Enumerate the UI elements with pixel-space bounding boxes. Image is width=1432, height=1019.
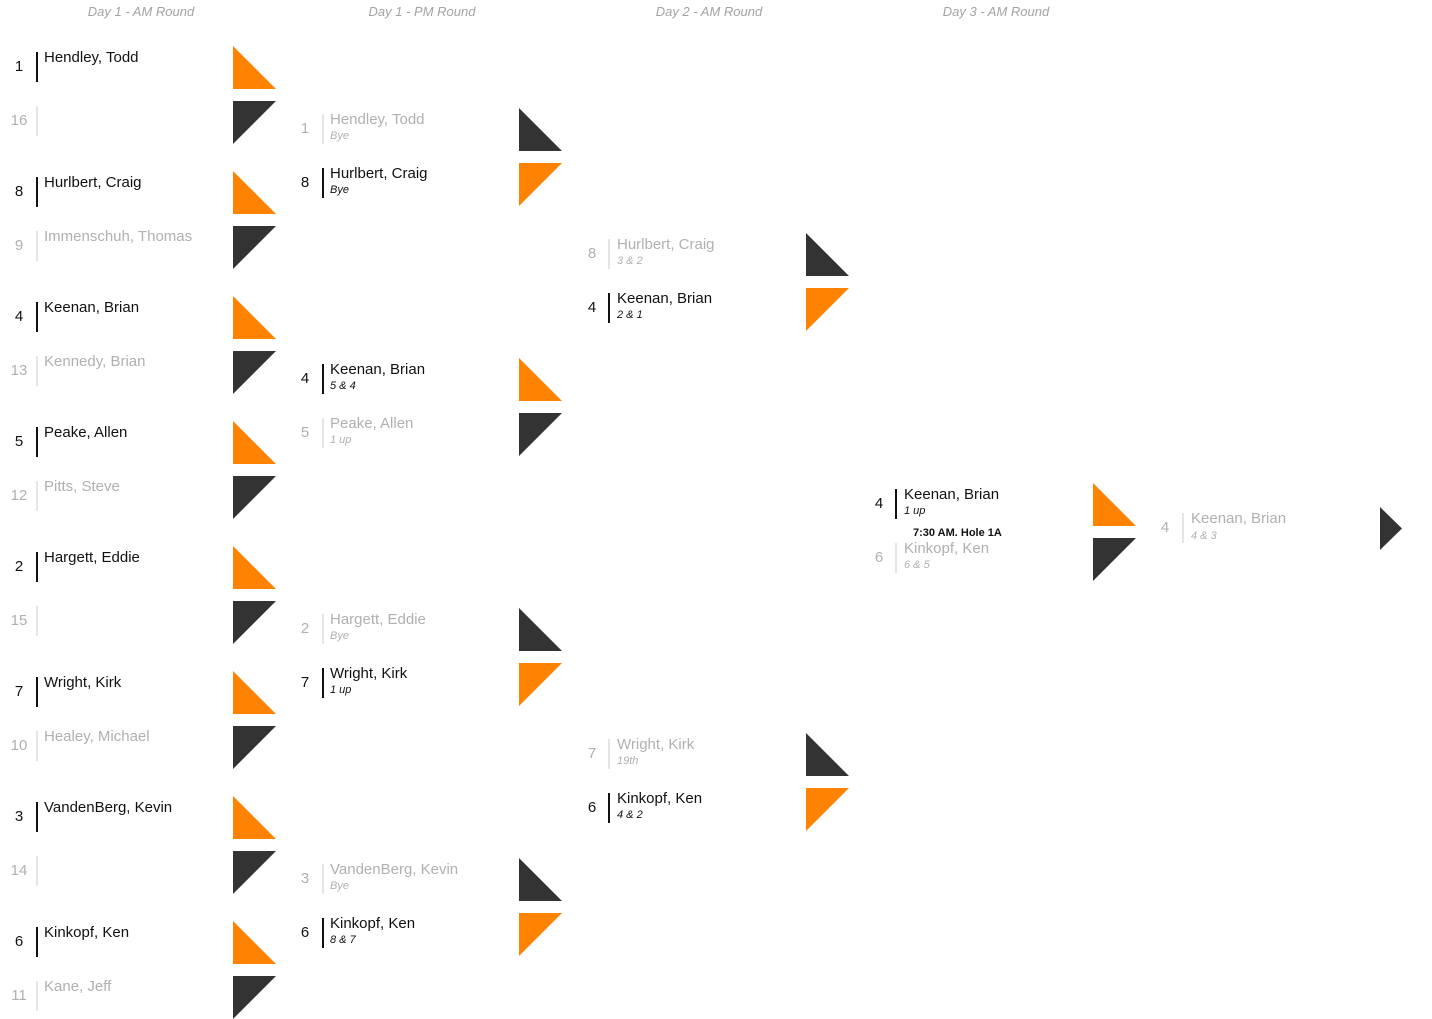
match-result: 1 up [904, 505, 926, 517]
divider-bar [36, 356, 38, 386]
seed-number: 4 [14, 308, 24, 325]
divider-bar [36, 731, 38, 761]
match-result: 6 & 5 [904, 559, 930, 571]
seed-number: 11 [11, 987, 27, 1004]
divider-bar [36, 177, 38, 207]
loser-arrow-icon [519, 108, 562, 151]
winner-arrow-icon [233, 171, 276, 214]
winner-arrow-icon [233, 546, 276, 589]
match-result: 5 & 4 [330, 380, 356, 392]
match-time-note: 7:30 AM. Hole 1A [913, 527, 1002, 539]
player-name: Pitts, Steve [44, 478, 120, 495]
player-name: Keenan, Brian [44, 299, 140, 316]
divider-bar [608, 293, 610, 323]
match-result: 1 up [330, 684, 352, 696]
seed-number: 10 [10, 737, 28, 754]
loser-arrow-icon [806, 233, 849, 276]
player-name: Kane, Jeff [44, 978, 112, 995]
winner-arrow-icon [233, 421, 276, 464]
round-header: Day 3 - AM Round [942, 4, 1050, 19]
divider-bar [36, 552, 38, 582]
round-header: Day 1 - PM Round [368, 4, 476, 19]
loser-arrow-icon [806, 733, 849, 776]
seed-number: 5 [300, 424, 310, 441]
winner-arrow-icon [233, 46, 276, 89]
divider-bar [895, 489, 897, 519]
winner-arrow-icon [519, 358, 562, 401]
loser-arrow-icon [233, 101, 276, 144]
seed-number: 8 [14, 183, 24, 200]
divider-bar [322, 918, 324, 948]
seed-number: 15 [10, 612, 28, 629]
player-name: Keenan, Brian [1191, 510, 1287, 527]
loser-arrow-icon [1380, 507, 1402, 550]
divider-bar [608, 739, 610, 769]
seed-number: 3 [14, 808, 24, 825]
divider-bar [895, 543, 897, 573]
divider-bar [36, 302, 38, 332]
winner-arrow-icon [519, 163, 562, 206]
player-name: Peake, Allen [330, 415, 414, 432]
loser-arrow-icon [233, 351, 276, 394]
divider-bar [1182, 513, 1184, 543]
match-result: 3 & 2 [617, 255, 643, 267]
player-name: Hurlbert, Craig [330, 165, 428, 182]
player-name: Hendley, Todd [44, 49, 139, 66]
seed-number: 6 [874, 549, 884, 566]
loser-arrow-icon [519, 608, 562, 651]
loser-arrow-icon [233, 226, 276, 269]
winner-arrow-icon [806, 288, 849, 331]
player-name: Healey, Michael [44, 728, 150, 745]
divider-bar [322, 668, 324, 698]
player-name: VandenBerg, Kevin [330, 861, 459, 878]
divider-bar [322, 418, 324, 448]
divider-bar [322, 168, 324, 198]
winner-arrow-icon [233, 921, 276, 964]
divider-bar [36, 802, 38, 832]
player-name: Wright, Kirk [44, 674, 122, 691]
winner-arrow-icon [233, 671, 276, 714]
seed-number: 9 [14, 237, 24, 254]
seed-number: 12 [10, 487, 28, 504]
match-result: 4 & 2 [617, 809, 643, 821]
match-result: Bye [330, 130, 349, 142]
seed-number: 8 [300, 174, 310, 191]
divider-bar [36, 677, 38, 707]
player-name: Wright, Kirk [617, 736, 695, 753]
winner-arrow-icon [233, 796, 276, 839]
divider-bar [36, 927, 38, 957]
divider-bar [36, 481, 38, 511]
player-name: Hendley, Todd [330, 111, 425, 128]
divider-bar [322, 614, 324, 644]
player-name: Hargett, Eddie [44, 549, 140, 566]
seed-number: 7 [14, 683, 24, 700]
seed-number: 7 [587, 745, 597, 762]
player-name: Hargett, Eddie [330, 611, 426, 628]
loser-arrow-icon [519, 858, 562, 901]
player-name: Immenschuh, Thomas [44, 228, 193, 245]
seed-number: 1 [300, 120, 310, 137]
seed-number: 3 [300, 870, 310, 887]
loser-arrow-icon [233, 476, 276, 519]
player-name: VandenBerg, Kevin [44, 799, 173, 816]
divider-bar [608, 793, 610, 823]
seed-number: 4 [587, 299, 597, 316]
seed-number: 8 [587, 245, 597, 262]
divider-bar [36, 52, 38, 82]
loser-arrow-icon [233, 851, 276, 894]
seed-number: 4 [300, 370, 310, 387]
divider-bar [36, 106, 38, 136]
player-name: Hurlbert, Craig [44, 174, 142, 191]
player-name: Kinkopf, Ken [330, 915, 416, 932]
winner-arrow-icon [519, 913, 562, 956]
match-result: Bye [330, 630, 349, 642]
divider-bar [322, 114, 324, 144]
match-result: Bye [330, 184, 349, 196]
loser-arrow-icon [233, 976, 276, 1019]
seed-number: 7 [300, 674, 310, 691]
divider-bar [608, 239, 610, 269]
player-name: Keenan, Brian [330, 361, 426, 378]
player-name: Kinkopf, Ken [617, 790, 703, 807]
seed-number: 2 [300, 620, 310, 637]
player-name: Keenan, Brian [904, 486, 1000, 503]
match-result: 2 & 1 [617, 309, 643, 321]
loser-arrow-icon [1093, 538, 1136, 581]
winner-arrow-icon [519, 663, 562, 706]
divider-bar [36, 981, 38, 1011]
seed-number: 6 [300, 924, 310, 941]
player-name: Kinkopf, Ken [904, 540, 990, 557]
round-header: Day 2 - AM Round [655, 4, 763, 19]
match-result: 1 up [330, 434, 352, 446]
divider-bar [36, 606, 38, 636]
seed-number: 1 [14, 58, 24, 75]
loser-arrow-icon [233, 726, 276, 769]
player-name: Peake, Allen [44, 424, 128, 441]
match-result: Bye [330, 880, 349, 892]
seed-number: 6 [587, 799, 597, 816]
player-name: Hurlbert, Craig [617, 236, 715, 253]
round-header: Day 1 - AM Round [87, 4, 195, 19]
seed-number: 4 [1160, 519, 1170, 536]
divider-bar [36, 856, 38, 886]
seed-number: 6 [14, 933, 24, 950]
winner-arrow-icon [1093, 483, 1136, 526]
player-name: Kinkopf, Ken [44, 924, 130, 941]
player-name: Keenan, Brian [617, 290, 713, 307]
divider-bar [322, 864, 324, 894]
seed-number: 2 [14, 558, 24, 575]
player-name: Wright, Kirk [330, 665, 408, 682]
winner-arrow-icon [233, 296, 276, 339]
seed-number: 14 [10, 862, 28, 879]
winner-arrow-icon [806, 788, 849, 831]
seed-number: 13 [10, 362, 28, 379]
match-result: 8 & 7 [330, 934, 356, 946]
divider-bar [322, 364, 324, 394]
player-name: Kennedy, Brian [44, 353, 146, 370]
loser-arrow-icon [233, 601, 276, 644]
divider-bar [36, 427, 38, 457]
match-result: 4 & 3 [1191, 530, 1217, 542]
divider-bar [36, 231, 38, 261]
seed-number: 5 [14, 433, 24, 450]
seed-number: 4 [874, 495, 884, 512]
loser-arrow-icon [519, 413, 562, 456]
match-result: 19th [617, 755, 639, 767]
seed-number: 16 [10, 112, 28, 129]
